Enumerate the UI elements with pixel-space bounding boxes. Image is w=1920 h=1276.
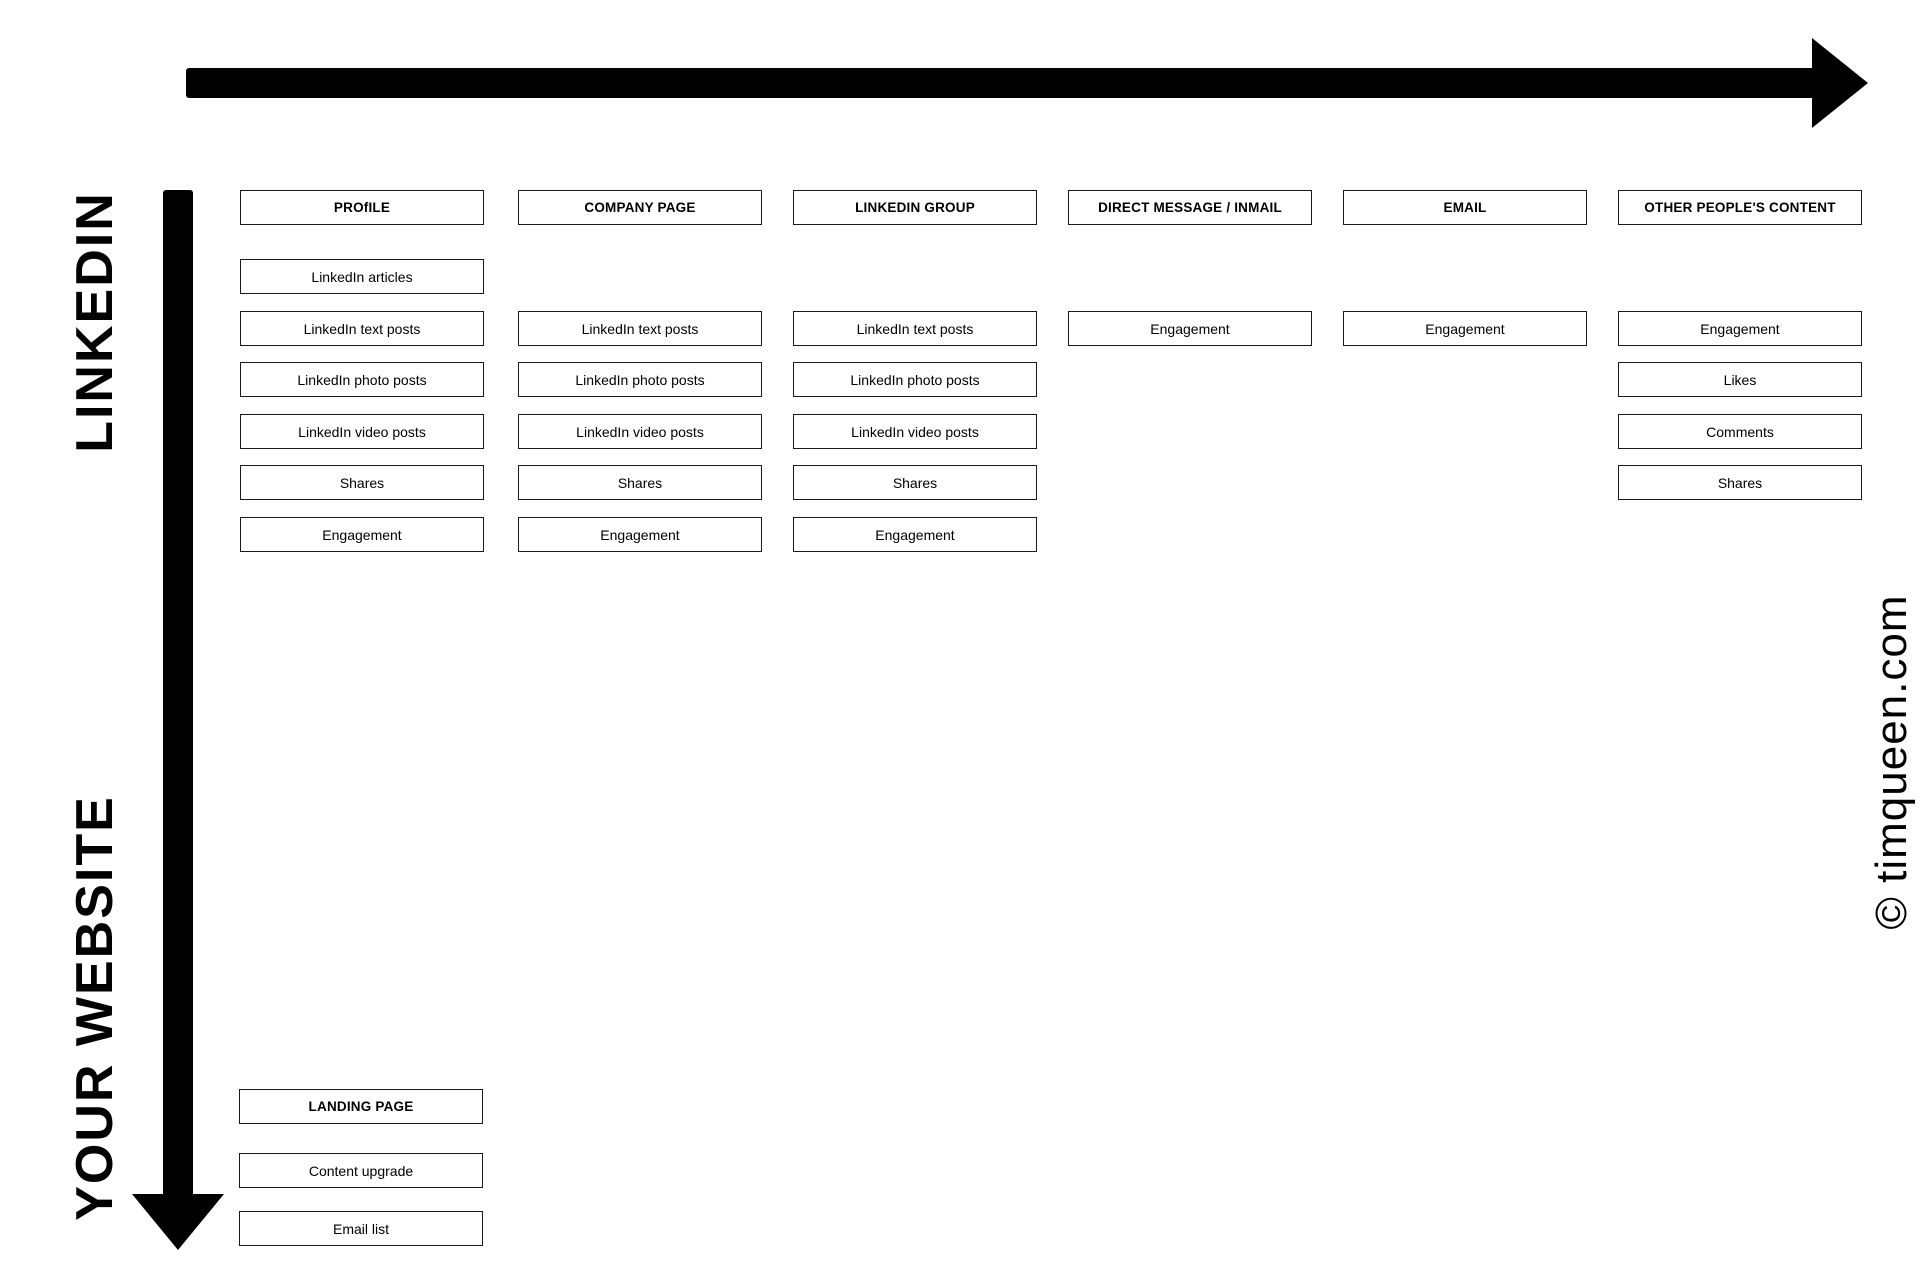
profile-item: LinkedIn photo posts [240,362,484,397]
other-content-item: Likes [1618,362,1862,397]
website-item-content-upgrade: Content upgrade [239,1153,483,1188]
column-header-company-page: COMPANY PAGE [518,190,762,225]
profile-item: LinkedIn text posts [240,311,484,346]
vertical-arrow [132,190,224,1250]
company-page-item: LinkedIn text posts [518,311,762,346]
column-header-other-peoples-content: OTHER PEOPLE'S CONTENT [1618,190,1862,225]
brand-watermark: © timqueen.com [1867,594,1916,930]
company-page-item: LinkedIn photo posts [518,362,762,397]
website-item-email-list: Email list [239,1211,483,1246]
company-page-item: Engagement [518,517,762,552]
column-header-direct-message: DIRECT MESSAGE / INMAIL [1068,190,1312,225]
other-content-item: Shares [1618,465,1862,500]
linkedin-group-item: LinkedIn photo posts [793,362,1037,397]
linkedin-group-item: LinkedIn video posts [793,414,1037,449]
linkedin-axis-label: LINKEDIN [66,191,124,453]
column-header-profile: PROfILE [240,190,484,225]
direct-message-item: Engagement [1068,311,1312,346]
column-header-linkedin-group: LINKEDIN GROUP [793,190,1037,225]
column-header-email: EMAIL [1343,190,1587,225]
profile-item: Engagement [240,517,484,552]
other-content-item: Comments [1618,414,1862,449]
company-page-item: Shares [518,465,762,500]
landing-page-header: LANDING PAGE [239,1089,483,1124]
linkedin-group-item: LinkedIn text posts [793,311,1037,346]
your-website-axis-label: YOUR WEBSITE [66,795,124,1221]
profile-item: LinkedIn articles [240,259,484,294]
linkedin-group-item: Shares [793,465,1037,500]
email-item: Engagement [1343,311,1587,346]
horizontal-arrow [186,38,1868,128]
company-page-item: LinkedIn video posts [518,414,762,449]
profile-item: Shares [240,465,484,500]
other-content-item: Engagement [1618,311,1862,346]
linkedin-group-item: Engagement [793,517,1037,552]
profile-item: LinkedIn video posts [240,414,484,449]
